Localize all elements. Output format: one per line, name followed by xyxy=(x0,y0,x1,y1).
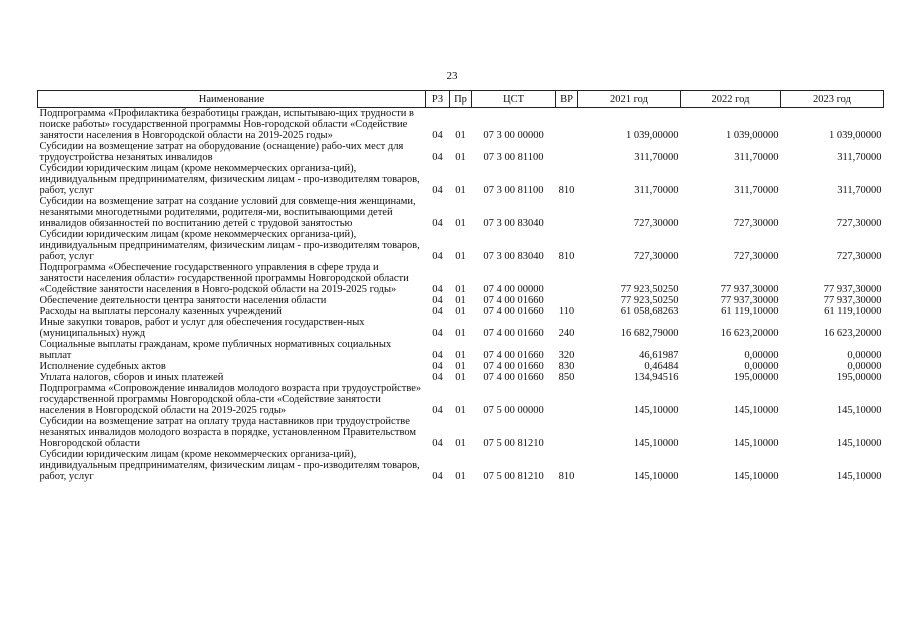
row-vr: 240 xyxy=(558,328,575,339)
row-vr xyxy=(556,108,578,142)
table-row xyxy=(38,339,884,361)
row-2023: 145,10000 xyxy=(836,438,882,449)
row-2023: 1 039,00000 xyxy=(829,130,882,141)
row-2021: 16 682,79000 xyxy=(620,328,679,339)
row-2023: 77 937,30000 xyxy=(823,295,882,306)
row-name: Уплата налогов, сборов и иных платежей xyxy=(39,372,224,383)
row-2023: 727,30000 xyxy=(836,218,882,229)
row-2022: 1 039,00000 xyxy=(726,130,779,141)
table-row xyxy=(38,317,884,339)
table-row xyxy=(38,163,884,196)
row-cst: 07 3 00 83040 xyxy=(483,218,544,229)
row-pr: 01 xyxy=(455,130,466,141)
row-rz: 04 xyxy=(432,306,443,317)
row-2021: 145,10000 xyxy=(633,405,679,416)
row-cst: 07 4 00 01660 xyxy=(483,372,544,383)
row-name: Субсидии на возмещение затрат на создание условий для совмеще-ния женщинами, незанятыми многодетными родителями, родителя-ми, воспитывающими детей инвалидов обязанностей по воспитанию детей с трудовой занятостью xyxy=(39,196,416,229)
row-rz: 04 xyxy=(432,295,443,306)
row-cst: 07 3 00 81100 xyxy=(483,185,544,196)
table-row xyxy=(38,295,884,306)
row-rz: 04 xyxy=(432,218,443,229)
row-cst: 07 3 00 81100 xyxy=(483,152,544,163)
row-2021: 145,10000 xyxy=(633,438,679,449)
table-row xyxy=(38,262,884,295)
row-2021: 77 923,50250 xyxy=(620,284,679,295)
row-pr: 01 xyxy=(455,251,466,262)
row-rz: 04 xyxy=(432,152,443,163)
row-rz: 04 xyxy=(432,130,443,141)
row-name: Подпрограмма «Профилактика безработицы граждан, испытываю-щих трудности в поиске работы» государственной программы Нов-городской области «Содействие занятости населения в Новгородской области на 2019-2025 годы» xyxy=(39,108,414,141)
table-header-row xyxy=(38,91,884,108)
row-name: Обеспечение деятельности центра занятости населения области xyxy=(39,295,327,306)
row-pr: 01 xyxy=(455,185,466,196)
row-cst: 07 4 00 01660 xyxy=(483,306,544,317)
row-cst: 07 5 00 00000 xyxy=(483,405,544,416)
table-row xyxy=(38,306,884,317)
row-vr xyxy=(556,262,578,295)
row-pr: 01 xyxy=(455,328,466,339)
row-2023: 77 937,30000 xyxy=(823,284,882,295)
row-cst: 07 4 00 01660 xyxy=(483,295,544,306)
row-2023: 195,00000 xyxy=(836,372,882,383)
header-rz: РЗ xyxy=(426,91,450,108)
row-rz: 04 xyxy=(432,372,443,383)
row-cst: 07 3 00 83040 xyxy=(483,251,544,262)
row-2021: 727,30000 xyxy=(633,218,679,229)
row-name: Иные закупки товаров, работ и услуг для обеспечения государствен-ных (муниципальных) нужд xyxy=(39,317,365,339)
row-vr xyxy=(556,196,578,229)
row-rz: 04 xyxy=(432,361,443,372)
row-vr xyxy=(556,295,578,306)
row-2021: 134,94516 xyxy=(633,372,679,383)
row-name: Субсидии юридическим лицам (кроме некоммерческих организа-ций), индивидуальным предпринимателям, физическим лицам - про-изводителям товаров, работ, услуг xyxy=(39,163,420,196)
table-row xyxy=(38,383,884,416)
row-name: Субсидии юридическим лицам (кроме некоммерческих организа-ций), индивидуальным предпринимателям, физическим лицам - про-изводителям товаров, работ, услуг xyxy=(39,229,420,262)
row-2021: 61 058,68263 xyxy=(620,306,679,317)
row-name: Исполнение судебных актов xyxy=(39,361,166,372)
row-vr: 810 xyxy=(558,471,575,482)
row-cst: 07 4 00 00000 xyxy=(483,284,544,295)
row-name: Расходы на выплаты персоналу казенных учреждений xyxy=(39,306,282,317)
header-2023: 2023 год xyxy=(781,91,884,108)
table-row xyxy=(38,416,884,449)
row-vr: 810 xyxy=(558,251,575,262)
page-number: 23 xyxy=(446,70,458,82)
row-2021: 145,10000 xyxy=(633,471,679,482)
row-pr: 01 xyxy=(455,372,466,383)
table-row xyxy=(38,108,884,142)
row-name: Социальные выплаты гражданам, кроме публичных нормативных социальных выплат xyxy=(39,339,392,361)
row-2023: 311,70000 xyxy=(837,185,882,196)
header-pr: Пр xyxy=(450,91,472,108)
row-pr: 01 xyxy=(455,284,466,295)
row-2022: 145,10000 xyxy=(733,405,779,416)
row-rz: 04 xyxy=(432,438,443,449)
row-2022: 145,10000 xyxy=(733,438,779,449)
header-name: Наименование xyxy=(38,91,426,108)
row-rz: 04 xyxy=(432,251,443,262)
row-pr: 01 xyxy=(455,361,466,372)
row-2022: 77 937,30000 xyxy=(720,284,779,295)
row-2023: 0,00000 xyxy=(847,361,882,372)
row-cst: 07 3 00 00000 xyxy=(483,130,544,141)
row-2021: 46,61987 xyxy=(639,350,679,361)
row-2021: 727,30000 xyxy=(633,251,679,262)
row-2022: 727,30000 xyxy=(733,218,779,229)
row-2022: 311,70000 xyxy=(734,185,779,196)
budget-table xyxy=(37,90,884,482)
row-2023: 61 119,10000 xyxy=(824,306,882,317)
row-2023: 145,10000 xyxy=(836,471,882,482)
row-pr: 01 xyxy=(455,306,466,317)
row-cst: 07 5 00 81210 xyxy=(483,471,544,482)
row-2022: 16 623,20000 xyxy=(720,328,779,339)
row-2022: 0,00000 xyxy=(744,350,779,361)
row-pr: 01 xyxy=(455,152,466,163)
row-vr xyxy=(556,416,578,449)
row-vr xyxy=(556,383,578,416)
row-cst: 07 5 00 81210 xyxy=(483,438,544,449)
row-rz: 04 xyxy=(432,185,443,196)
row-2021: 0,46484 xyxy=(644,361,679,372)
row-2022: 311,70000 xyxy=(734,152,779,163)
row-pr: 01 xyxy=(455,218,466,229)
row-rz: 04 xyxy=(432,284,443,295)
row-vr: 830 xyxy=(558,361,575,372)
row-rz: 04 xyxy=(432,350,443,361)
row-2021: 311,70000 xyxy=(634,152,679,163)
header-2022: 2022 год xyxy=(681,91,781,108)
row-2021: 311,70000 xyxy=(634,185,679,196)
row-pr: 01 xyxy=(455,405,466,416)
row-2023: 16 623,20000 xyxy=(823,328,882,339)
row-name: Субсидии на возмещение затрат на оплату труда наставников при трудоустройстве незанятых инвалидов молодого возраста в порядке, установленном Правительством Новгородской области xyxy=(39,416,417,449)
row-pr: 01 xyxy=(455,471,466,482)
row-rz: 04 xyxy=(432,405,443,416)
row-2022: 727,30000 xyxy=(733,251,779,262)
row-2022: 195,00000 xyxy=(733,372,779,383)
row-2023: 311,70000 xyxy=(837,152,882,163)
header-vr: ВР xyxy=(556,91,578,108)
row-vr xyxy=(556,141,578,163)
row-pr: 01 xyxy=(455,438,466,449)
row-vr: 810 xyxy=(558,185,575,196)
row-rz: 04 xyxy=(432,328,443,339)
row-pr: 01 xyxy=(455,350,466,361)
table-row xyxy=(38,196,884,229)
table-row xyxy=(38,372,884,383)
row-rz: 04 xyxy=(432,471,443,482)
row-2023: 727,30000 xyxy=(836,251,882,262)
row-2022: 0,00000 xyxy=(744,361,779,372)
row-pr: 01 xyxy=(455,295,466,306)
row-2022: 145,10000 xyxy=(733,471,779,482)
row-name: Подпрограмма «Сопровождение инвалидов молодого возраста при трудоустройстве» государственной программы Новгородской обла-сти «Содействие занятости населения в Новгородской области на 2019-2025 годы» xyxy=(39,383,422,416)
row-2023: 145,10000 xyxy=(836,405,882,416)
row-vr: 320 xyxy=(558,350,575,361)
row-vr: 110 xyxy=(558,306,575,317)
row-name: Субсидии юридическим лицам (кроме некоммерческих организа-ций), индивидуальным предпринимателям, физическим лицам - про-изводителям товаров, работ, услуг xyxy=(39,449,420,482)
header-cst: ЦСТ xyxy=(472,91,556,108)
row-2021: 77 923,50250 xyxy=(620,295,679,306)
row-2022: 77 937,30000 xyxy=(720,295,779,306)
row-name: Субсидии на возмещение затрат на оборудование (оснащение) рабо-чих мест для трудоустройства незанятых инвалидов xyxy=(39,141,404,163)
table-row xyxy=(38,229,884,262)
row-cst: 07 4 00 01660 xyxy=(483,361,544,372)
row-cst: 07 4 00 01660 xyxy=(483,328,544,339)
row-2021: 1 039,00000 xyxy=(626,130,679,141)
row-cst: 07 4 00 01660 xyxy=(483,350,544,361)
row-2023: 0,00000 xyxy=(847,350,882,361)
table-row xyxy=(38,141,884,163)
row-vr: 850 xyxy=(558,372,575,383)
table-row xyxy=(38,449,884,482)
row-name: Подпрограмма «Обеспечение государственного управления в сфере труда и занятости населения области» государственной программы Новгородской области «Содействие занятости населения в Новго-родской области на 2019-2025 годы» xyxy=(39,262,409,295)
table-row xyxy=(38,361,884,372)
header-2021: 2021 год xyxy=(578,91,681,108)
row-2022: 61 119,10000 xyxy=(721,306,779,317)
